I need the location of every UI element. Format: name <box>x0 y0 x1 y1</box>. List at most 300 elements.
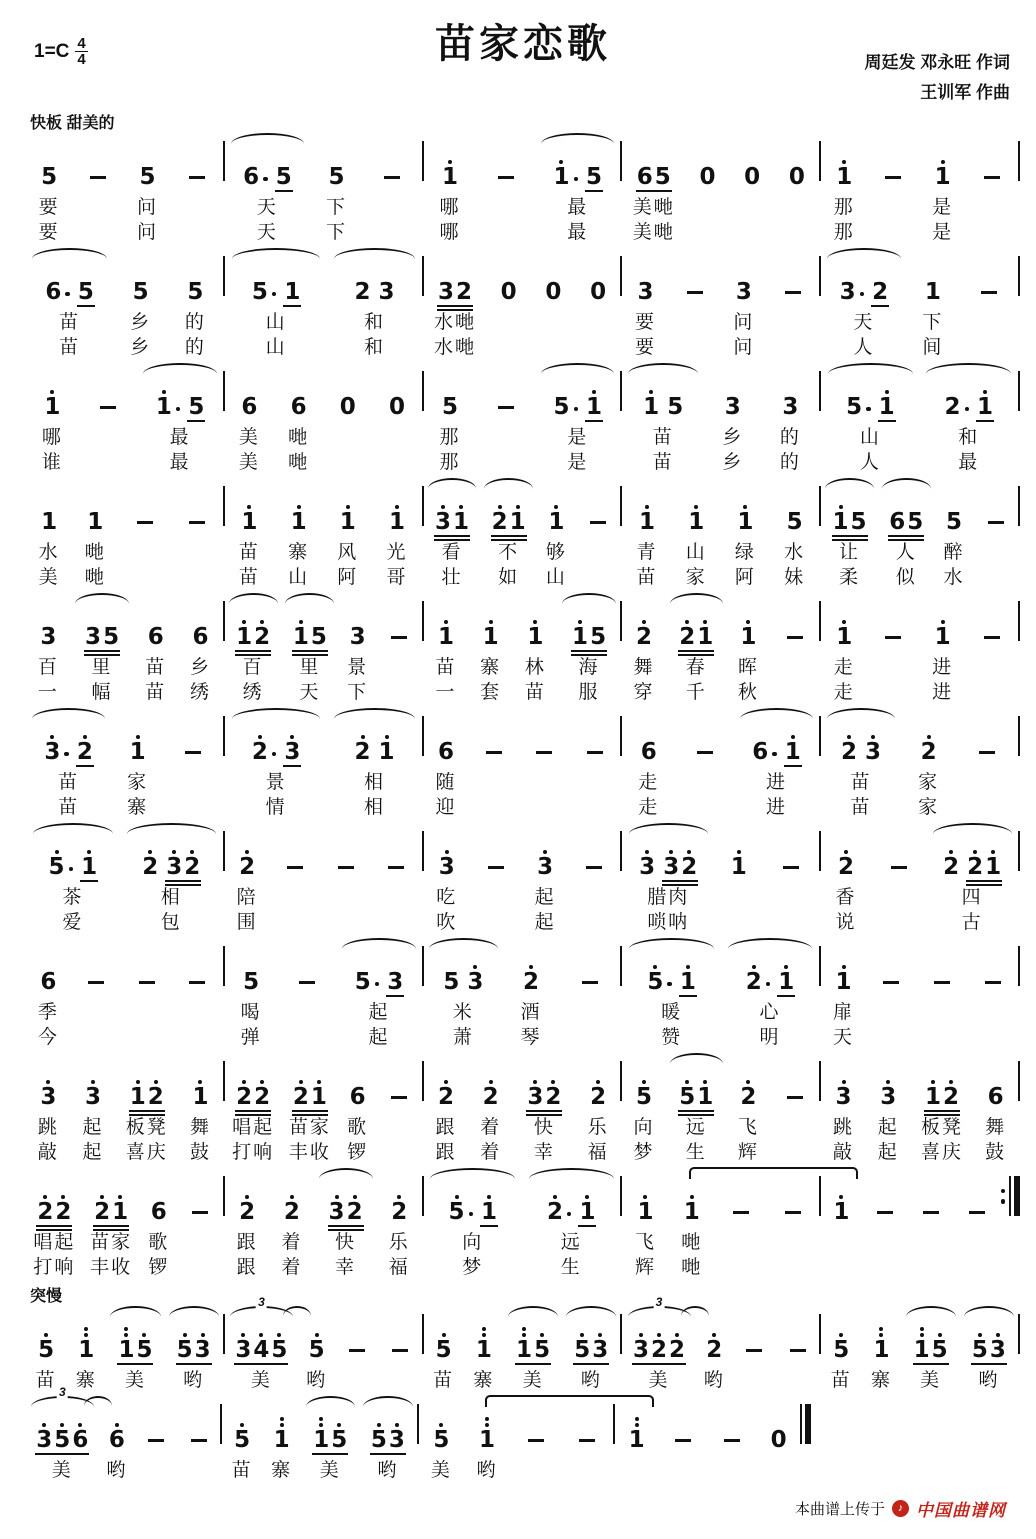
note-group <box>126 720 150 770</box>
beamed-group <box>312 1412 348 1452</box>
lyric-line1: 苗 <box>59 312 81 333</box>
lyric-line2: 说 <box>835 912 857 933</box>
lyric-line2: 起 <box>82 1142 104 1163</box>
note-number: 1 <box>129 739 146 765</box>
note-digit <box>148 1069 164 1109</box>
beamed-group <box>835 609 853 649</box>
beamed-group <box>881 176 905 189</box>
note-cell <box>26 248 113 360</box>
lyric-line1: 相 <box>364 772 386 793</box>
note-digit <box>177 1322 193 1362</box>
octave-dots-icon <box>61 1184 65 1199</box>
lyric-line1: 起 <box>877 1117 899 1138</box>
note-number: 5 <box>647 969 664 995</box>
note-digit <box>252 724 268 764</box>
note-number: 5 <box>931 1337 948 1363</box>
octave-dots-icon <box>83 724 87 739</box>
note-digit <box>355 264 371 304</box>
beamed-group <box>864 724 882 764</box>
note-number: 5 <box>275 164 292 190</box>
octave-dots-icon <box>445 839 449 854</box>
note-group <box>479 605 503 655</box>
duration-dash-icon <box>582 981 598 984</box>
note-cell <box>926 823 1018 935</box>
slur-arc-icon <box>75 593 129 604</box>
note-cell <box>767 248 819 360</box>
note-number: 1 <box>836 624 853 650</box>
note-cell <box>622 248 668 360</box>
measure <box>821 1168 1020 1280</box>
note-number: 3 <box>388 1427 405 1453</box>
note-digit <box>112 1184 128 1224</box>
note-number: 1 <box>482 624 499 650</box>
octave-dots-icon <box>920 1322 924 1337</box>
note-digit <box>236 1069 252 1109</box>
measure <box>622 248 821 360</box>
octave-dots-icon <box>118 1184 122 1199</box>
note-group <box>829 490 871 540</box>
duration-dash-icon <box>88 981 104 984</box>
note-number: 5 <box>136 1337 153 1363</box>
note-group <box>549 375 606 425</box>
octave-dots-icon <box>42 1412 46 1427</box>
augmentation-dot-icon <box>375 982 380 987</box>
lyric-line2: 围 <box>236 912 258 933</box>
note-digit <box>235 1322 251 1362</box>
beamed-group <box>238 1184 256 1224</box>
long-tie-icon <box>689 1167 858 1179</box>
beamed-group <box>526 1069 562 1109</box>
note-group <box>575 950 605 1000</box>
note-group <box>231 1318 291 1368</box>
note-number: 6 <box>752 739 769 765</box>
note-digit <box>988 1069 1004 1109</box>
note-group <box>829 1318 853 1368</box>
note-digit <box>130 1069 146 1109</box>
beam-underline-icon <box>636 190 672 192</box>
system-row <box>26 248 1020 360</box>
note-digit <box>438 264 454 304</box>
measure <box>26 133 225 245</box>
tie-arc-icon <box>84 1396 112 1406</box>
augmentation-dot-icon <box>69 867 74 872</box>
note-cell <box>71 593 134 705</box>
octave-dot-icon <box>84 1327 88 1331</box>
note-cell <box>424 1168 522 1280</box>
beamed-group <box>191 609 209 649</box>
note-cell <box>225 1168 270 1280</box>
note-number: 1 <box>572 624 589 650</box>
lyric-line1: 扉 <box>833 1002 855 1023</box>
note-cell <box>696 1306 733 1393</box>
beamed-group <box>515 1322 551 1362</box>
note-number: 5 <box>907 509 924 535</box>
note-number: 2 <box>679 624 696 650</box>
beamed-group <box>781 1211 805 1224</box>
note-number: 2 <box>391 1199 408 1225</box>
beamed-group <box>832 1322 850 1362</box>
octave-dots-icon <box>543 839 547 854</box>
note-cell <box>323 363 372 475</box>
note-digit <box>590 1069 606 1109</box>
note-digit <box>669 1322 685 1362</box>
note-digit <box>252 264 268 304</box>
beamed-group <box>290 379 308 419</box>
note-digit <box>574 1322 590 1362</box>
beamed-group <box>500 264 518 304</box>
lyric-line1: 美 <box>238 427 260 448</box>
lyric-line2: 阿 <box>337 567 359 588</box>
slur-arc-icon <box>334 708 415 719</box>
beamed-group <box>872 1322 890 1362</box>
lyric-line2: 最 <box>169 452 191 473</box>
note-number: 2 <box>455 279 472 305</box>
beamed-group <box>980 176 1004 189</box>
note-group <box>521 1408 551 1458</box>
beamed-group <box>751 724 778 764</box>
lyric-line1: 随 <box>435 772 457 793</box>
note-digit <box>476 1322 492 1362</box>
beam-underline-icon <box>526 1110 562 1112</box>
note-group <box>74 1318 98 1368</box>
score-system <box>26 1385 1020 1483</box>
note-cell <box>486 248 531 360</box>
beamed-group <box>586 521 610 534</box>
slur-arc-icon <box>334 248 415 259</box>
beamed-group <box>76 724 94 764</box>
note-group <box>837 720 885 770</box>
beam-underline-icon <box>36 1225 72 1227</box>
note-digit <box>492 494 508 534</box>
note-digit <box>438 609 454 649</box>
lyric-line2: 乡 <box>722 452 744 473</box>
note-digit <box>833 1322 849 1362</box>
lyric-line1: 山 <box>265 312 287 333</box>
lyric-line1: 相 <box>160 887 182 908</box>
thick-barline-icon <box>1014 1176 1020 1216</box>
lyric-line2: 天 <box>833 1027 855 1048</box>
note-number: 3 <box>637 279 654 305</box>
system-row <box>26 363 1020 475</box>
lyric-line1: 快 <box>335 1232 357 1253</box>
barline-icon <box>1018 256 1020 296</box>
slur-arc-icon <box>828 363 913 374</box>
note-number: 1 <box>339 509 356 535</box>
note-cell <box>669 1168 715 1280</box>
beamed-group <box>632 1322 686 1362</box>
beamed-group <box>879 981 903 994</box>
octave-dots-icon <box>87 839 91 854</box>
note-cell <box>26 823 120 935</box>
thin-barline-icon <box>1009 1176 1011 1216</box>
note-digit <box>136 1322 152 1362</box>
slur-arc-icon <box>827 708 895 719</box>
note-group <box>81 605 123 655</box>
beamed-group <box>526 609 544 649</box>
note-number: 1 <box>579 1199 596 1225</box>
beamed-group <box>920 724 938 764</box>
measure <box>424 133 623 245</box>
note-group <box>36 950 60 1000</box>
note-number: 1 <box>553 164 570 190</box>
duration-dash-icon <box>891 866 907 869</box>
note-group <box>435 835 459 885</box>
lyric-line2: 敲 <box>37 1142 59 1163</box>
barline-icon <box>1018 141 1020 181</box>
beamed-group <box>86 176 110 189</box>
note-cell <box>424 133 477 245</box>
note-number: 3 <box>782 394 799 420</box>
note-number: 1 <box>637 1199 654 1225</box>
note-number: 3 <box>40 1084 57 1110</box>
note-digit <box>990 1322 1006 1362</box>
note-number: 1 <box>192 1084 209 1110</box>
note-cell <box>165 1306 223 1393</box>
note-digit <box>389 1412 405 1452</box>
note-cell <box>522 823 568 935</box>
tie-arc-icon <box>681 1306 709 1316</box>
measure <box>424 938 623 1050</box>
note-group <box>381 835 411 885</box>
beamed-group <box>788 149 806 189</box>
slur-arc-icon <box>508 1306 558 1317</box>
octave-dots-icon <box>395 1412 399 1427</box>
measure <box>225 363 424 475</box>
lyric-line2: 人 <box>853 337 875 358</box>
beam-underline-icon <box>491 535 527 537</box>
beamed-group <box>524 1439 548 1452</box>
beamed-group <box>585 379 603 419</box>
note-number: 2 <box>943 854 960 880</box>
note-number: 5 <box>328 164 345 190</box>
octave-dots-icon <box>743 494 747 509</box>
note-digit <box>239 1184 255 1224</box>
note-number: 2 <box>740 1084 757 1110</box>
beamed-group <box>437 724 455 764</box>
note-digit <box>435 494 451 534</box>
note-digit <box>37 1184 53 1224</box>
note-digit <box>379 264 395 304</box>
beamed-group <box>546 1184 573 1224</box>
meter-numerator: 4 <box>77 35 86 52</box>
beam-underline-icon <box>966 884 1002 886</box>
note-number: 1 <box>934 164 951 190</box>
duration-dash-icon <box>785 1211 801 1214</box>
note-group <box>83 490 107 540</box>
note-cell <box>558 593 621 705</box>
lyric-line1: 够 <box>545 542 567 563</box>
note-number: 6 <box>108 1427 125 1453</box>
note-digit <box>633 1322 649 1362</box>
beamed-group <box>84 981 108 994</box>
note-cell <box>225 1053 282 1165</box>
beamed-group <box>181 751 205 764</box>
score-header <box>26 6 1020 110</box>
note-cell <box>377 1053 422 1165</box>
measure <box>424 1168 623 1280</box>
octave-dots-icon <box>136 724 140 739</box>
octave-dots-icon <box>277 1322 281 1337</box>
octave-dots-icon <box>685 1069 689 1084</box>
lyric-line1: 天 <box>853 312 875 333</box>
slur-arc-icon <box>882 478 931 489</box>
note-number: 1 <box>924 1084 941 1110</box>
slur-arc-icon <box>429 938 497 949</box>
note-cell <box>372 363 421 475</box>
note-digit <box>921 724 937 764</box>
note-number: 2 <box>239 1199 256 1225</box>
octave-dots-icon <box>879 1322 883 1337</box>
note-digit <box>771 1412 787 1452</box>
slur-arc-icon <box>541 133 614 144</box>
lyric-line1: 要 <box>38 197 60 218</box>
note-digit <box>449 1184 465 1224</box>
augmentation-dot-icon <box>667 982 672 987</box>
octave-dots-icon <box>43 1184 47 1199</box>
lyric-line2: 山 <box>265 337 287 358</box>
note-number: 4 <box>253 1337 270 1363</box>
octave-dots-icon <box>60 1412 64 1427</box>
note-number: 6 <box>72 1427 89 1453</box>
note-digit <box>833 1184 849 1224</box>
octave-dots-icon <box>639 1322 643 1337</box>
lyric-line2: 幅 <box>91 682 113 703</box>
note-digit <box>935 609 951 649</box>
beam-underline-icon <box>93 1229 129 1231</box>
measure <box>225 1168 424 1280</box>
note-digit <box>537 839 553 879</box>
octave-dots-icon <box>335 1184 339 1199</box>
octave-dots-icon <box>353 1184 357 1199</box>
note-cell <box>171 133 223 245</box>
duration-dash-icon <box>885 636 901 639</box>
lyric-line2: 丰收 <box>90 1257 133 1278</box>
note-group <box>182 145 212 195</box>
octave-dots-icon <box>91 1069 95 1084</box>
lyric-line2: 爱 <box>62 912 84 933</box>
barline-icon <box>1018 1061 1020 1101</box>
note-digit <box>967 839 983 879</box>
note-group <box>292 950 322 1000</box>
measure <box>424 823 623 935</box>
beamed-group <box>387 636 411 649</box>
beamed-group <box>388 494 406 534</box>
beamed-group <box>945 494 963 534</box>
lyric-line1: 是 <box>932 197 954 218</box>
note-group <box>776 835 806 885</box>
octave-dots-icon <box>317 1069 321 1084</box>
lyric-line1: 春 <box>685 657 707 678</box>
note-number: 6 <box>636 164 653 190</box>
note-digit <box>442 379 458 419</box>
note-digit <box>340 379 356 419</box>
beamed-group <box>308 1322 326 1362</box>
lyric-line1: 问 <box>733 312 755 333</box>
slur-arc-icon <box>628 363 698 374</box>
beamed-group <box>466 954 484 994</box>
note-cell <box>424 708 469 820</box>
lyric-line1: 苗家 <box>288 1117 331 1138</box>
lyric-line1: 里 <box>91 657 113 678</box>
beamed-group <box>235 609 271 649</box>
lyric-line1: 是 <box>567 427 589 448</box>
note-cell <box>535 133 620 245</box>
note-digit <box>553 379 569 419</box>
note-digit <box>943 1069 959 1109</box>
note-cell <box>71 1053 116 1165</box>
note-group <box>188 1065 212 1115</box>
octave-dot-icon <box>240 1423 244 1427</box>
note-digit <box>192 1069 208 1109</box>
beamed-group <box>339 379 357 419</box>
beam-underline-icon <box>36 1229 72 1231</box>
note-group <box>132 950 162 1000</box>
octave-dots-icon <box>839 494 843 509</box>
note-digit <box>663 839 679 879</box>
octave-dots-icon <box>44 1322 48 1337</box>
note-number: 6 <box>192 624 209 650</box>
note-cell <box>99 1396 136 1483</box>
note-digit <box>456 264 472 304</box>
slur-arc-icon <box>232 248 320 259</box>
note-group <box>351 950 408 1000</box>
note-cell <box>282 593 339 705</box>
note-digit <box>139 149 155 189</box>
tempo-marking: 快板 甜美的 <box>30 115 115 132</box>
beamed-group <box>678 1069 714 1109</box>
note-group <box>445 1180 502 1230</box>
note-digit <box>706 1322 722 1362</box>
lyric-line2: 福 <box>587 1142 609 1163</box>
note-group <box>629 1318 689 1368</box>
lyric-line2: 服 <box>578 682 600 703</box>
note-number: 2 <box>55 1199 72 1225</box>
note-digit <box>836 609 852 649</box>
lyric-line1: 哟 <box>580 1370 602 1391</box>
note-group <box>336 490 360 540</box>
lyric-line2: 的 <box>184 337 206 358</box>
lyric-line2: 最 <box>567 222 589 243</box>
note-cell <box>960 1306 1018 1393</box>
octave-dots-icon <box>346 494 350 509</box>
octave-dots-icon <box>258 724 262 739</box>
note-number: 6 <box>45 279 62 305</box>
note-number: 2 <box>942 1084 959 1110</box>
note-number: 5 <box>433 1427 450 1453</box>
note-group <box>832 1065 856 1115</box>
note-digit <box>241 494 257 534</box>
note-group <box>237 490 261 540</box>
beamed-group <box>638 494 656 534</box>
note-digit <box>438 724 454 764</box>
note-number: 5 <box>846 394 863 420</box>
note-digit <box>276 149 292 189</box>
beamed-group <box>484 866 508 879</box>
note-group <box>726 1180 756 1230</box>
note-number: 5 <box>77 279 94 305</box>
beamed-group <box>887 866 911 879</box>
note-digit <box>737 494 753 534</box>
note-digit <box>851 494 867 534</box>
note-number: 1 <box>638 509 655 535</box>
beam-underline-icon <box>312 1453 348 1455</box>
note-digit <box>347 1184 363 1224</box>
note-number: 2 <box>76 739 93 765</box>
lyric-line2: 幸 <box>335 1257 357 1278</box>
note-digit <box>38 1322 54 1362</box>
beamed-group <box>832 1184 850 1224</box>
note-number: 1 <box>985 854 1002 880</box>
